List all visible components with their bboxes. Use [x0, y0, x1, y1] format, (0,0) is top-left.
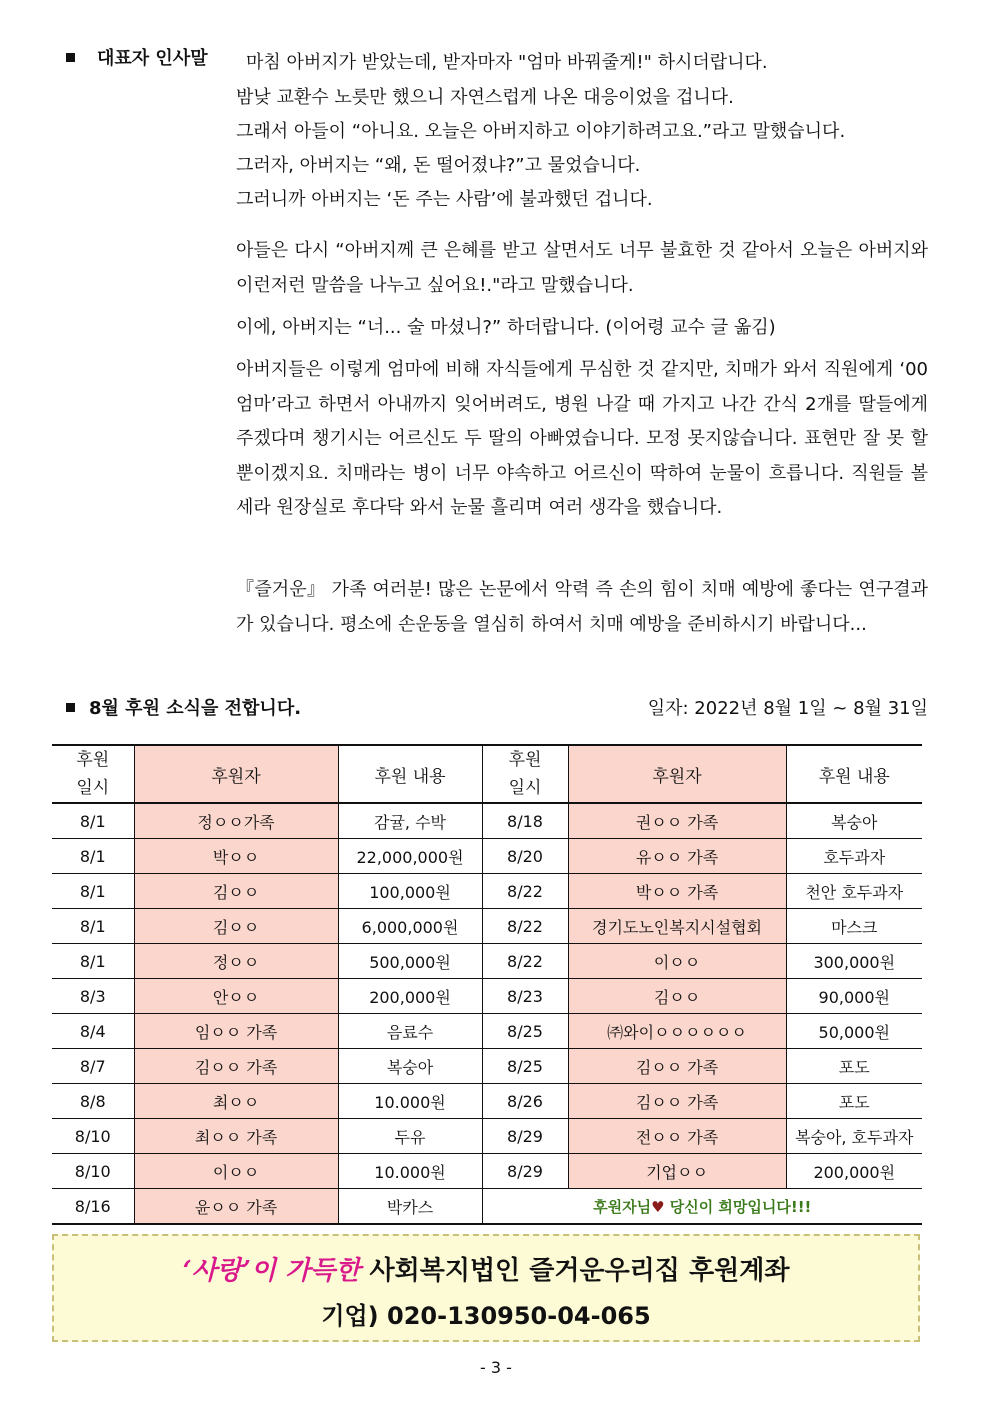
heart-icon: ♥: [651, 1197, 665, 1216]
cell-content: 포도: [786, 1049, 922, 1084]
cell-date: 8/23: [482, 979, 568, 1014]
cell-donor: 박ㅇㅇ 가족: [568, 874, 786, 909]
table-row: [52, 944, 922, 979]
cell-donor: 김ㅇㅇ: [134, 874, 338, 909]
cell-donor: 이ㅇㅇ: [568, 944, 786, 979]
cell-content: 100,000원: [338, 874, 482, 909]
greeting-paragraph-2: 이에, 아버지는 “너... 술 마셨니?” 하더랍니다. (이어령 교수 글 옮김): [236, 317, 776, 338]
cell-donor: 윤ㅇㅇ 가족: [134, 1189, 338, 1225]
cell-date: 8/1: [52, 839, 134, 874]
cell-donor: 박ㅇㅇ: [134, 839, 338, 874]
cell-donor: 안ㅇㅇ: [134, 979, 338, 1014]
header-donor: 후원자: [134, 745, 338, 803]
cell-date: 8/7: [52, 1049, 134, 1084]
cell-date: 8/16: [52, 1189, 134, 1225]
cell-date: 8/3: [52, 979, 134, 1014]
greeting-paragraph-1: 아들은 다시 “아버지께 큰 은혜를 받고 살면서도 너무 불효한 것 같아서 오늘은 아버지와 이런저런 말씀을 나누고 싶어요!."라고 말했습니다.: [236, 240, 928, 296]
table-row: [52, 909, 922, 944]
cell-donor: 김ㅇㅇ 가족: [134, 1049, 338, 1084]
table-row: [52, 839, 922, 874]
cell-date: 8/10: [52, 1154, 134, 1189]
cell-date: 8/22: [482, 874, 568, 909]
cell-content: 200,000원: [338, 979, 482, 1014]
cell-content: 200,000원: [786, 1154, 922, 1189]
table-row: [52, 803, 922, 839]
cell-donor: 최ㅇㅇ 가족: [134, 1119, 338, 1154]
cell-donor: 기업ㅇㅇ: [568, 1154, 786, 1189]
cell-date: 8/1: [52, 803, 134, 839]
cell-donor: 정ㅇㅇ: [134, 944, 338, 979]
cell-content: 90,000원: [786, 979, 922, 1014]
donation-table: [52, 744, 922, 1225]
page-number: - 3 -: [480, 1358, 512, 1377]
bullet-square-icon: [66, 703, 75, 712]
cell-date: 8/22: [482, 909, 568, 944]
cell-content: 천안 호두과자: [786, 874, 922, 909]
cell-content: 22,000,000원: [338, 839, 482, 874]
cell-date: 8/29: [482, 1119, 568, 1154]
table-row: [52, 1189, 922, 1225]
cell-donor: 김ㅇㅇ 가족: [568, 1084, 786, 1119]
cell-content: 6,000,000원: [338, 909, 482, 944]
cell-content: 마스크: [786, 909, 922, 944]
cell-content: 10.000원: [338, 1084, 482, 1119]
greeting-line-1: 마침 아버지가 받았는데, 받자마자 "엄마 바꿔줄게!" 하시더랍니다.: [246, 52, 768, 73]
cell-content: 복숭아: [338, 1049, 482, 1084]
cell-date: 8/20: [482, 839, 568, 874]
greeting-line-3: 그래서 아들이 “아니요. 오늘은 아버지하고 이야기하려고요.”라고 말했습니다.: [236, 121, 846, 142]
table-row: [52, 1154, 922, 1189]
header-date: 후원 일시: [482, 745, 568, 803]
greeting-paragraph-3: 아버지들은 이렇게 엄마에 비해 자식들에게 무심한 것 같지만, 치매가 와서 직원에게 ‘00엄마’라고 하면서 아내까지 잊어버려도, 병원 나갈 때 가지고 나간 간식 2개를 딸들에게 주겠다며 챙기시는 어르신도 두 딸의 아빠였습니다. 모정 못지않습니다. 표현만 잘 못 할 뿐이겠지요. 치매라는 병이 너무 야속하고 어르신이 딱하여 눈물이 흐릅니다. 직원들 볼세라 원장실로 후다닥 와서 눈물 흘리며 여러 생각을 했습니다.: [236, 359, 928, 518]
bullet-square-icon: [66, 53, 75, 62]
table-header-row: [52, 745, 922, 803]
cell-donor: 임ㅇㅇ 가족: [134, 1014, 338, 1049]
cell-donor: 정ㅇㅇ가족: [134, 803, 338, 839]
header-content: 후원 내용: [786, 745, 922, 803]
thanks-text: 당신이 희망입니다!!!: [664, 1197, 812, 1216]
account-highlight: ‘사랑’이 가득한: [182, 1256, 361, 1286]
thanks-message: [482, 1189, 922, 1225]
donation-date-range: 일자: 2022년 8월 1일 ~ 8월 31일: [647, 698, 928, 719]
greeting-line-4: 그러자, 아버지는 “왜, 돈 떨어졌냐?”고 물었습니다.: [236, 155, 641, 176]
table-row: [52, 874, 922, 909]
table-row: [52, 1084, 922, 1119]
table-row: [52, 1049, 922, 1084]
table-row: [52, 1014, 922, 1049]
account-title: ‘사랑’이 가득한 사회복지법인 즐거운우리집 후원계좌: [182, 1256, 790, 1286]
header-donor: 후원자: [568, 745, 786, 803]
table-row: [52, 979, 922, 1014]
cell-content: 호두과자: [786, 839, 922, 874]
greeting-line-2: 밤낮 교환수 노릇만 했으니 자연스럽게 나온 대응이었을 겁니다.: [236, 87, 734, 108]
cell-date: 8/25: [482, 1014, 568, 1049]
cell-date: 8/4: [52, 1014, 134, 1049]
cell-donor: 유ㅇㅇ 가족: [568, 839, 786, 874]
header-content: 후원 내용: [338, 745, 482, 803]
cell-date: 8/25: [482, 1049, 568, 1084]
account-number: 기업) 020-130950-04-065: [321, 1302, 651, 1330]
cell-content: 300,000원: [786, 944, 922, 979]
cell-date: 8/8: [52, 1084, 134, 1119]
cell-date: 8/1: [52, 874, 134, 909]
table-row: [52, 1119, 922, 1154]
cell-content: 복숭아, 호두과자: [786, 1119, 922, 1154]
cell-donor: 경기도노인복지시설협회: [568, 909, 786, 944]
cell-donor: 이ㅇㅇ: [134, 1154, 338, 1189]
cell-content: 50,000원: [786, 1014, 922, 1049]
cell-content: 포도: [786, 1084, 922, 1119]
cell-content: 박카스: [338, 1189, 482, 1225]
cell-content: 500,000원: [338, 944, 482, 979]
header-date: 후원 일시: [52, 745, 134, 803]
cell-donor: 김ㅇㅇ: [134, 909, 338, 944]
cell-donor: 최ㅇㅇ: [134, 1084, 338, 1119]
cell-date: 8/29: [482, 1154, 568, 1189]
cell-content: 10.000원: [338, 1154, 482, 1189]
cell-date: 8/10: [52, 1119, 134, 1154]
cell-donor: ㈜와이ㅇㅇㅇㅇㅇㅇ: [568, 1014, 786, 1049]
cell-donor: 김ㅇㅇ: [568, 979, 786, 1014]
greeting-paragraph-4: 『즐거운』 가족 여러분! 많은 논문에서 악력 즉 손의 힘이 치매 예방에 좋다는 연구결과가 있습니다. 평소에 손운동을 열심히 하여서 치매 예방을 준비하시기 바랍니다...: [236, 579, 928, 635]
cell-date: 8/26: [482, 1084, 568, 1119]
account-box: [52, 1234, 920, 1342]
donation-heading: 8월 후원 소식을 전합니다.: [66, 694, 301, 720]
cell-date: 8/18: [482, 803, 568, 839]
cell-date: 8/1: [52, 944, 134, 979]
cell-date: 8/22: [482, 944, 568, 979]
cell-donor: 김ㅇㅇ 가족: [568, 1049, 786, 1084]
cell-content: 음료수: [338, 1014, 482, 1049]
cell-content: 복숭아: [786, 803, 922, 839]
cell-donor: 전ㅇㅇ 가족: [568, 1119, 786, 1154]
cell-content: 두유: [338, 1119, 482, 1154]
cell-date: 8/1: [52, 909, 134, 944]
thanks-text: 후원자님: [593, 1197, 652, 1216]
cell-content: 감귤, 수박: [338, 803, 482, 839]
cell-donor: 권ㅇㅇ 가족: [568, 803, 786, 839]
greeting-heading: 대표자 인사말: [66, 48, 208, 69]
greeting-line-5: 그러니까 아버지는 ‘돈 주는 사람’에 불과했던 겁니다.: [236, 189, 653, 210]
